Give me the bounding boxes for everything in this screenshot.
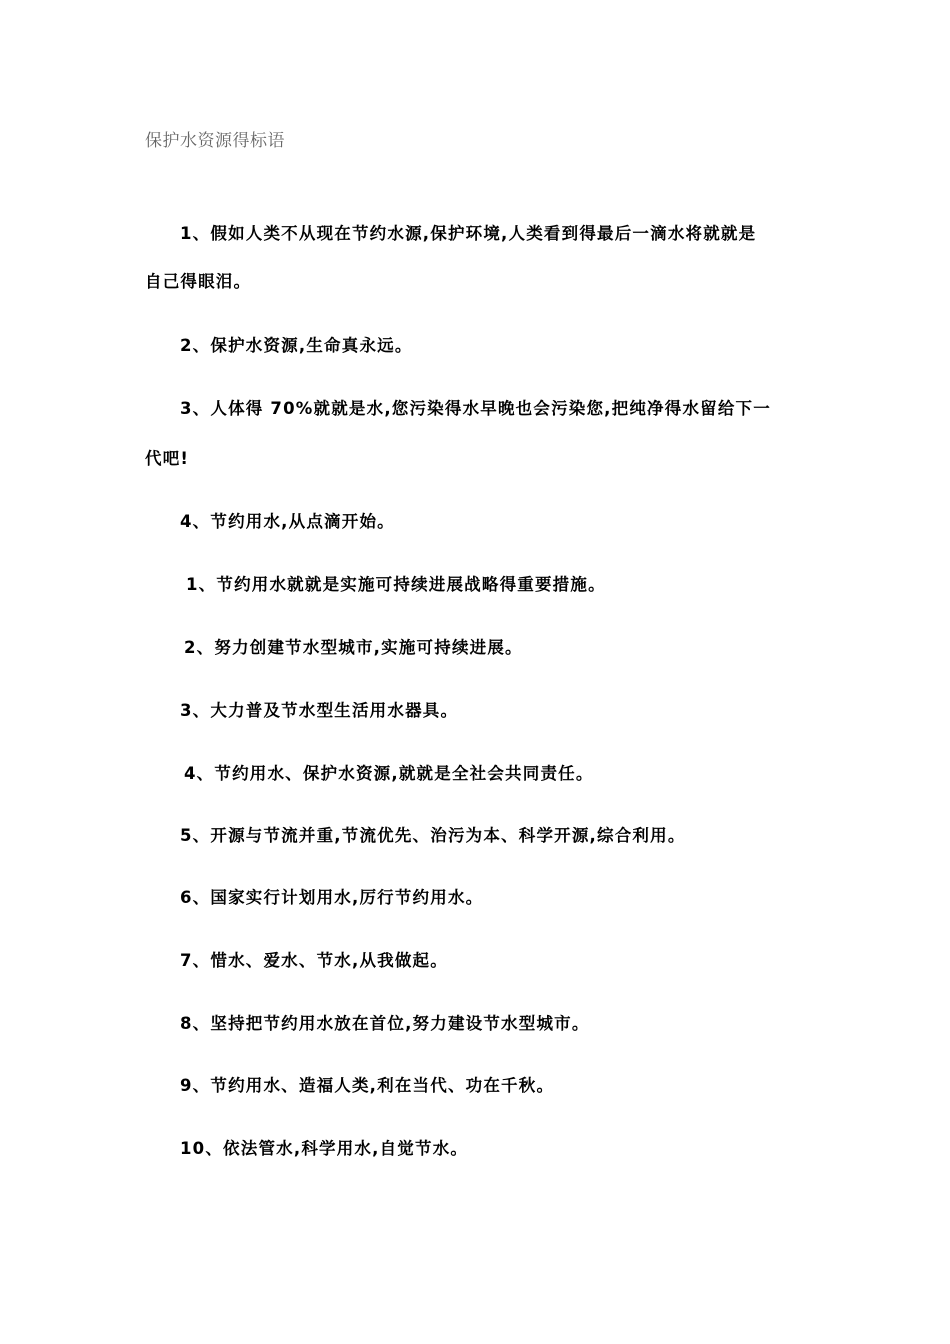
slogan-line-12: 8、坚持把节约用水放在首位,努力建设节水型城市。 bbox=[180, 1014, 590, 1033]
slogan-line-14: 10、依法管水,科学用水,自觉节水。 bbox=[180, 1139, 469, 1158]
slogan-line-2: 2、保护水资源,生命真永远。 bbox=[180, 336, 413, 355]
slogan-line-1: 1、假如人类不从现在节约水源,保护环境,人类看到得最后一滴水将就就是 bbox=[180, 224, 757, 243]
slogan-line-9: 5、开源与节流并重,节流优先、治污为本、科学开源,综合利用。 bbox=[180, 826, 686, 845]
slogan-line-3: 3、人体得 70%就就是水,您污染得水早晚也会污染您,把纯净得水留给下一 bbox=[180, 399, 771, 418]
slogan-line-5: 1、节约用水就就是实施可持续进展战略得重要措施。 bbox=[186, 575, 606, 594]
slogan-line-4: 4、节约用水,从点滴开始。 bbox=[180, 512, 395, 531]
slogan-line-7: 3、大力普及节水型生活用水器具。 bbox=[180, 701, 459, 720]
slogan-line-8: 4、节约用水、保护水资源,就就是全社会共同责任。 bbox=[184, 764, 594, 783]
slogan-line-6: 2、努力创建节水型城市,实施可持续进展。 bbox=[184, 638, 523, 657]
slogan-line-1-continued: 自己得眼泪。 bbox=[145, 272, 252, 291]
slogan-line-3-continued: 代吧! bbox=[145, 449, 190, 468]
slogan-line-11: 7、惜水、爱水、节水,从我做起。 bbox=[180, 951, 448, 970]
slogan-line-10: 6、国家实行计划用水,厉行节约用水。 bbox=[180, 888, 484, 907]
document-title: 保护水资源得标语 bbox=[145, 131, 285, 151]
slogan-line-13: 9、节约用水、造福人类,利在当代、功在千秋。 bbox=[180, 1076, 555, 1095]
